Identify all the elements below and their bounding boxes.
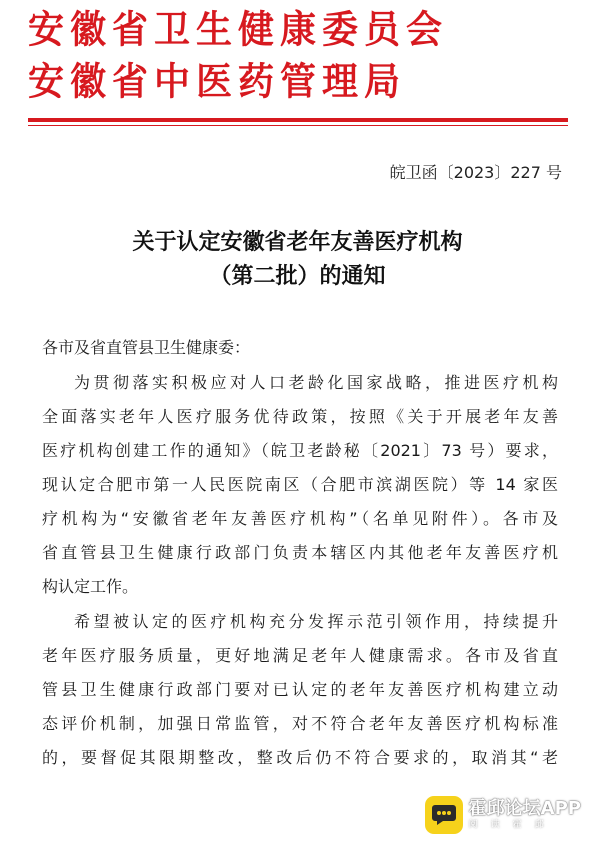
paragraph-line: 态评价机制，加强日常监管，对不符合老年友善医疗机构标准: [42, 714, 558, 733]
watermark-brand: 霍邱论坛APP: [468, 798, 581, 819]
paragraph-1: [42, 366, 558, 604]
paragraph-line: 管县卫生健康行政部门要对已认定的老年友善医疗机构建立动: [42, 680, 558, 699]
paragraph-line: 构认定工作。: [42, 577, 139, 596]
document-title-line-2: （第二批）的通知: [209, 264, 386, 289]
letterhead-org-2: 安徽省中医药管理局: [28, 61, 407, 105]
letterhead-rule-thick: [28, 118, 568, 122]
paragraph-2: [42, 605, 558, 775]
paragraph-line: 现认定合肥市第一人民医院南区（合肥市滨湖医院）等 14 家医: [42, 475, 558, 494]
paragraph-line: 医疗机构创建工作的通知》（皖卫老龄秘〔2021〕73 号）要求，: [42, 441, 558, 460]
chat-bubble-icon-svg: [431, 803, 457, 827]
letterhead-org-1: 安徽省卫生健康委员会: [28, 9, 449, 53]
paragraph-line: 老年医疗服务质量，更好地满足老年人健康需求。各市及省直: [42, 646, 558, 665]
paragraph-line: 全面落实老年人医疗服务优待政策，按照《关于开展老年友善: [42, 407, 558, 426]
paragraph-line: 疗机构为“安徽省老年友善医疗机构”（名单见附件）。各市及: [42, 509, 558, 528]
salutation: 各市及省直管县卫生健康委：: [42, 338, 251, 357]
paragraph-line: 为贯彻落实积极应对人口老龄化国家战略，推进医疗机构: [74, 373, 558, 392]
app-watermark: [425, 796, 581, 834]
watermark-text: [469, 799, 581, 831]
paragraph-line: 的，要督促其限期整改，整改后仍不符合要求的，取消其“老: [42, 748, 558, 767]
document-title-line-1: 关于认定安徽省老年友善医疗机构: [132, 230, 463, 255]
document-number: 皖卫函〔2023〕227 号: [389, 163, 562, 182]
watermark-sub: 阅读霍邱: [468, 820, 557, 830]
letterhead-rule-thin: [28, 125, 568, 126]
paragraph-line: 希望被认定的医疗机构充分发挥示范引领作用，持续提升: [74, 612, 558, 631]
paragraph-line: 省直管县卫生健康行政部门负责本辖区内其他老年友善医疗机: [42, 543, 558, 562]
chat-bubble-icon: [425, 796, 463, 834]
